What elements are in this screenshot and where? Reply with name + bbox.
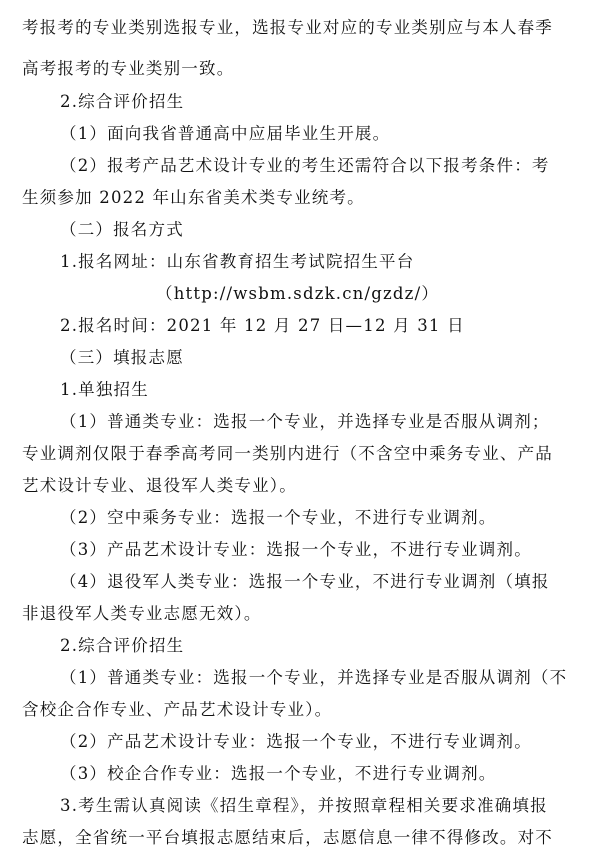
section-heading: （二）报名方式 [60, 220, 184, 239]
section-heading: 2.综合评价招生 [60, 636, 185, 655]
text-line: 2.报名时间：2021 年 12 月 27 日—12 月 31 日 [60, 316, 465, 335]
section-heading: 1.单独招生 [60, 380, 149, 399]
text-line: 专业调剂仅限于春季高考同一类别内进行（不含空中乘务专业、产品 [22, 444, 553, 463]
text-line: 艺术设计专业、退役军人类专业）。 [22, 476, 297, 495]
section-heading: （三）填报志愿 [60, 348, 184, 367]
text-line: （1）普通类专业：选报一个专业，并选择专业是否服从调剂（不 [60, 668, 568, 687]
text-line: 考报考的专业类别选报专业，选报专业对应的专业类别应与本人春季 [22, 18, 553, 37]
text-line: （4）退役军人类专业：选报一个专业，不进行专业调剂（填报 [60, 572, 550, 591]
text-line: （2）空中乘务专业：选报一个专业，不进行专业调剂。 [60, 508, 497, 527]
text-line: （3）校企合作专业：选报一个专业，不进行专业调剂。 [60, 764, 497, 783]
text-line: 非退役军人类专业志愿无效）。 [22, 604, 262, 623]
text-line: 高考报考的专业类别一致。 [22, 59, 235, 78]
text-line: （2）报考产品艺术设计专业的考生还需符合以下报考条件：考 [60, 156, 550, 175]
registration-url: （http://wsbm.sdzk.cn/gzdz/） [156, 284, 440, 303]
text-line: 含校企合作专业、产品艺术设计专业）。 [22, 700, 333, 719]
text-line: 1.报名网址：山东省教育招生考试院招生平台 [60, 252, 415, 271]
text-line: （2）产品艺术设计专业：选报一个专业，不进行专业调剂。 [60, 732, 532, 751]
text-line: （1）普通类专业：选报一个专业，并选择专业是否服从调剂； [60, 412, 550, 431]
section-heading: 2.综合评价招生 [60, 92, 185, 111]
text-line: （3）产品艺术设计专业：选报一个专业，不进行专业调剂。 [60, 540, 532, 559]
text-line: （1）面向我省普通高中应届毕业生开展。 [60, 124, 391, 143]
text-line: 生须参加 2022 年山东省美术类专业统考。 [22, 188, 365, 207]
text-line: 志愿，全省统一平台填报志愿结束后，志愿信息一律不得修改。对不 [22, 828, 553, 847]
text-line: 3.考生需认真阅读《招生章程》，并按照章程相关要求准确填报 [60, 796, 548, 815]
